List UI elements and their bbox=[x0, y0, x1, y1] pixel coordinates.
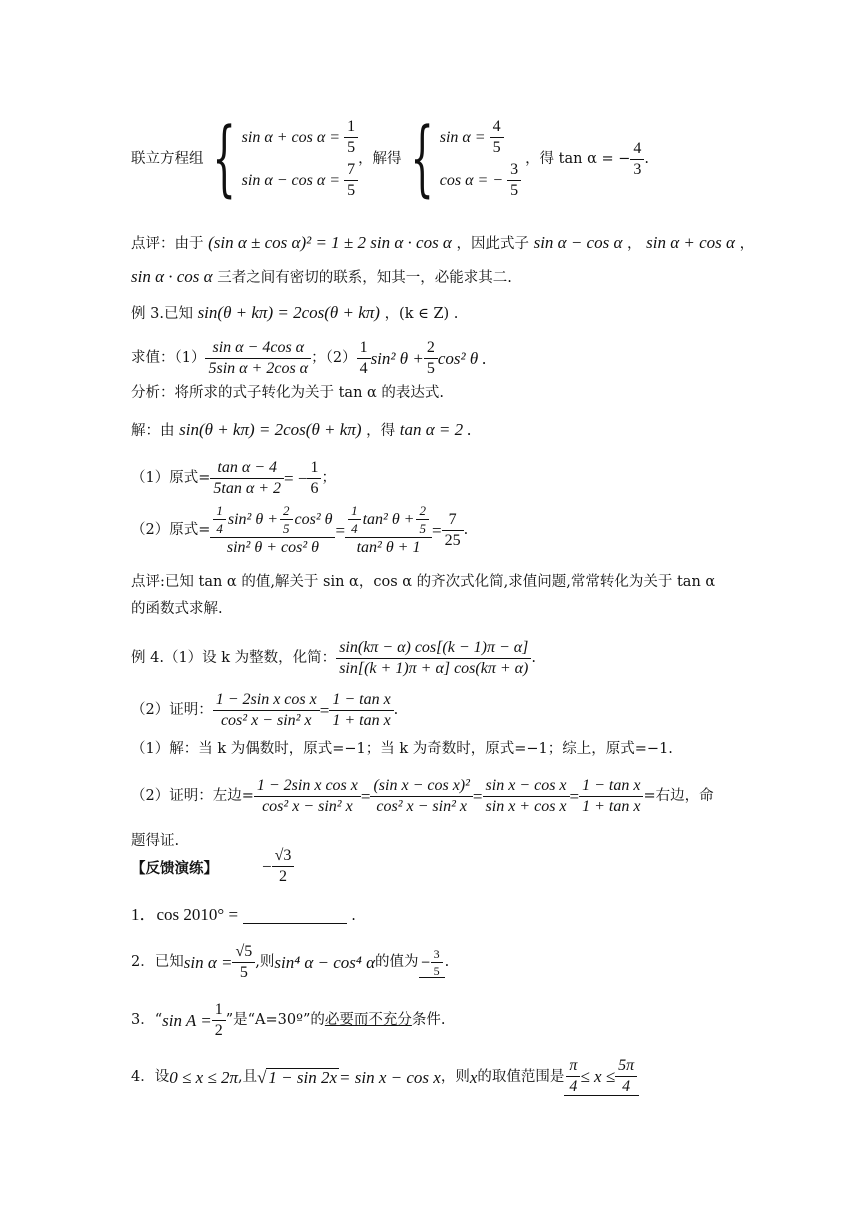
example3-analysis: 分析：将所求的式子转化为关于 tan α 的表达式. bbox=[131, 385, 445, 401]
result-fraction: $\frac{4}{3}$ bbox=[630, 141, 644, 178]
example3-question: 求值：（1） $\frac{\text{sin α − 4cos α}}{\text{5sin α + 2cos α}}$ ；（2） $\frac{1}{4}$ sin² θ + $\frac{2}{5}$ cos² θ . bbox=[131, 339, 487, 377]
compound-fraction-2: $\frac{1}{4}$ tan² θ + $\frac{2}{5}$ tan² θ + 1 bbox=[345, 504, 432, 556]
feedback-q3: 3．“ sin A = $\frac{1}{2}$ ”是“A=30º”的 必要而不充分 条件. bbox=[131, 1001, 446, 1039]
example3-title: 例 3.已知 sin(θ + kπ) = 2cos(θ + kπ) ，(k ∈ Z) . bbox=[131, 303, 459, 322]
example3-comment-line1: 点评:已知 tan α 的值,解关于 sin α，cos α 的齐次式化简,求值问题,常常转化为关于 tan α bbox=[131, 574, 716, 590]
example4-title: 例 4.（1）设 k 为整数，化简： $\frac{\sin(k\pi - \alpha) \cos[(k - 1)\pi - \alpha]}{\sin[(k + 1)\pi + \alpha] \cos(k\pi + \alpha)}$ . bbox=[131, 639, 536, 677]
solution-system: { sin α = $\frac{4}{5}$ cos α = − $\frac{3}{5}$ bbox=[402, 118, 522, 200]
example3-part2: （2）原式= $\frac{1}{4}$ sin² θ + $\frac{2}{5}$ cos² θ sin² θ + cos² θ = $\frac{1}{4}$ tan² θ + $\frac{2}{5}$ tan² θ + 1 = $\frac{7}{25}$ . bbox=[131, 503, 469, 556]
example4-answer2: （2）证明：左边= $\frac{\text{1 − 2sin x cos x}}{\text{cos² x − sin² x}}$ = $\frac{\text{(sin x − cos x)²}}{\text{cos² x − sin² x}}$ = $\frac{\text{sin x − cos x}}{\text{sin x + cos x}}$ = $\frac{\text{1 − tan x}}{\text{1 + tan x}}$ =右边，命 bbox=[131, 777, 714, 815]
system-middle: ，解得 bbox=[358, 150, 402, 167]
comment1-line1: 点评：由于 (sin α ± cos α)² = 1 ± 2 sin α · cos α ，因此式子 sin α − cos α ， sin α + cos α ， bbox=[131, 233, 755, 252]
example3-comment-line2: 的函数式求解. bbox=[131, 601, 223, 617]
q2-answer: − $\frac{3}{5}$ bbox=[419, 948, 445, 978]
comment1-line2: sin α · cos α 三者之间有密切的联系，知其一，必能求其二. bbox=[131, 267, 512, 286]
feedback-q4: 4．设 0 ≤ x ≤ 2π ,且 √ 1 − sin 2x = sin x − cos x ，则 x 的取值范围是 $\frac{\pi}{4}$ ≤ x ≤ $\frac{5\pi}{4}$ bbox=[131, 1058, 639, 1096]
system-result: ，得 tan α = − bbox=[525, 150, 631, 167]
system-prefix: 联立方程组 bbox=[131, 150, 204, 167]
feedback-heading: 【反馈演练】 bbox=[131, 860, 218, 877]
example3-solution: 解：由 sin(θ + kπ) = 2cos(θ + kπ) ，得 tan α = 2 . bbox=[131, 420, 472, 439]
answer-blank bbox=[243, 909, 347, 924]
example4-prove: （2）证明： $\frac{\text{1 − 2sin x cos x}}{\text{cos² x − sin² x}}$ = $\frac{\text{1 − tan x}}{\text{1 + tan x}}$ . bbox=[131, 691, 399, 729]
equation-system-1: { sin α + cos α = $\frac{1}{5}$ sin α − cos α = $\frac{7}{5}$ bbox=[204, 118, 359, 200]
q4-answer: $\frac{\pi}{4}$ ≤ x ≤ $\frac{5\pi}{4}$ bbox=[564, 1058, 639, 1096]
feedback-answer1: − $\frac{√3}{2}$ bbox=[262, 848, 294, 885]
system-line: 联立方程组 { sin α + cos α = $\frac{1}{5}$ sin α − cos α = $\frac{7}{5}$ ，解得 { sin α = $\frac{4}{5}$ cos α = − $\frac{3}{5}$ ，得 tan α = − $\frac{4}{3}$ . bbox=[131, 111, 650, 206]
feedback-q1: 1．cos 2010° = . bbox=[131, 905, 356, 924]
example3-part1: （1）原式= $\frac{\text{tan α − 4}}{\text{5tan α + 2}}$ = − $\frac{1}{6}$ ； bbox=[131, 459, 336, 497]
compound-fraction-1: $\frac{1}{4}$ sin² θ + $\frac{2}{5}$ cos² θ sin² θ + cos² θ bbox=[210, 504, 335, 556]
feedback-q2: 2．已知 sin α = $\frac{√5}{5}$ ,则 sin⁴ α − cos⁴ α 的值为 − $\frac{3}{5}$ . bbox=[131, 943, 450, 981]
example4-answer2-line2: 题得证. bbox=[131, 833, 180, 849]
example4-answer1: （1）解：当 k 为偶数时，原式=−1；当 k 为奇数时，原式=−1；综上，原式=−1. bbox=[131, 741, 673, 757]
